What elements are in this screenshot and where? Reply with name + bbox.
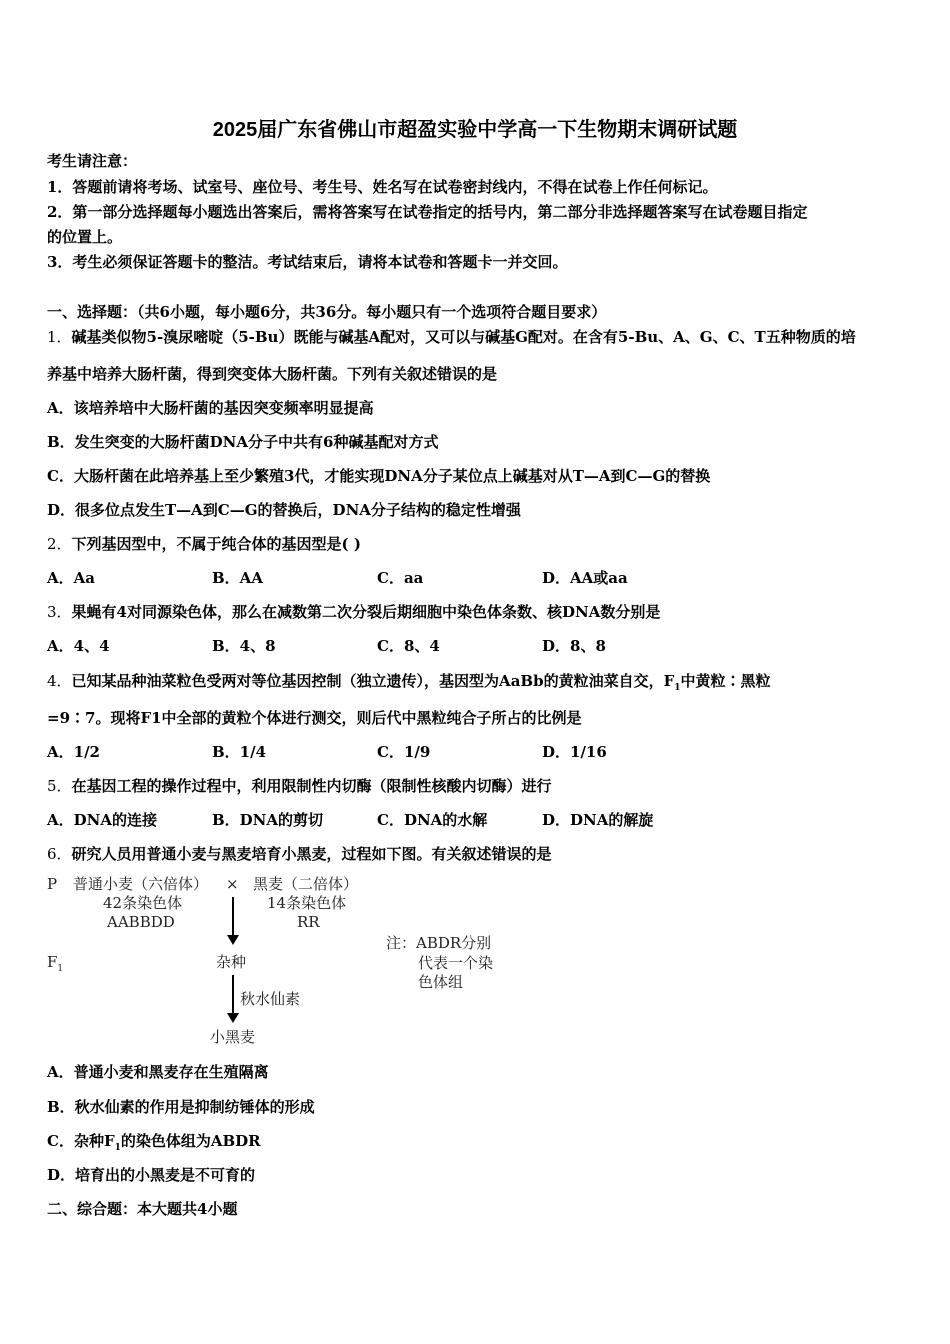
option-b: B．AA xyxy=(212,569,263,587)
option-a: A．4、4 xyxy=(47,637,110,655)
option-d: D．AA或aa xyxy=(542,569,628,587)
option-d: D．很多位点发生T—A到C—G的替换后，DNA分子结构的稳定性增强 xyxy=(47,501,521,519)
question-number: 1． xyxy=(47,328,72,346)
arrow-down-icon xyxy=(232,975,234,1021)
treatment-label: 秋水仙素 xyxy=(240,990,301,1008)
option-a: A．1/2 xyxy=(47,743,100,761)
question-number: 2． xyxy=(47,535,72,553)
option-b: B．发生突变的大肠杆菌DNA分子中共有6种碱基配对方式 xyxy=(47,433,439,451)
option-c: C．1/9 xyxy=(377,743,431,761)
option-d: D．DNA的解旋 xyxy=(542,811,654,829)
parent2-genome: RR xyxy=(297,913,320,931)
option-d: D．8、8 xyxy=(542,637,606,655)
subscript: 1 xyxy=(57,964,64,974)
note-text: 注：ABDR分别 xyxy=(386,934,492,952)
question-5 xyxy=(47,776,552,796)
cross-symbol: × xyxy=(226,875,239,893)
option-b: B．秋水仙素的作用是抑制纺锤体的形成 xyxy=(47,1098,315,1116)
question-text: 研究人员用普通小麦与黑麦培育小黑麦，过程如下图。有关叙述错误的是 xyxy=(71,845,552,863)
generation-f1-label xyxy=(47,953,63,978)
notice-heading: 考生请注意： xyxy=(47,152,138,170)
section-heading: 一、选择题：（共6小题，每小题6分，共36分。每小题只有一个选项符合题目要求） xyxy=(47,303,607,321)
subscript: 1 xyxy=(114,1143,121,1153)
option-b: B．4、8 xyxy=(212,637,276,655)
parent2-label: 黑麦（二倍体） xyxy=(253,875,359,893)
notice-item: 3．考生必须保证答题卡的整洁。考试结束后，请将本试卷和答题卡一并交回。 xyxy=(47,253,568,271)
option-text: 的染色体组为ABDR xyxy=(120,1132,261,1150)
arrow-down-icon xyxy=(232,897,234,943)
product-label: 小黑麦 xyxy=(210,1028,256,1046)
option-a: A．该培养培中大肠杆菌的基因突变频率明显提高 xyxy=(47,399,374,417)
parent1-chromosomes: 42条染色体 xyxy=(103,894,183,912)
question-number: 5． xyxy=(47,777,72,795)
notice-item: 1．答题前请将考场、试室号、座位号、考生号、姓名写在试卷密封线内，不得在试卷上作任何标记。 xyxy=(47,178,718,196)
parent1-genome: AABBDD xyxy=(107,913,175,931)
question-text: =9∶7。现将F1中全部的黄粒个体进行测交，则后代中黑粒纯合子所占的比例是 xyxy=(47,709,582,727)
parent1-label: 普通小麦（六倍体） xyxy=(73,875,209,893)
option-c: C．DNA的水解 xyxy=(377,811,488,829)
f1-text: F xyxy=(47,953,58,971)
note-text: 代表一个染 xyxy=(418,954,494,972)
option-c xyxy=(47,1131,261,1158)
note-text: 色体组 xyxy=(418,973,464,991)
notice-item: 2．第一部分选择题每小题选出答案后，需将答案写在试卷指定的括号内，第二部分非选择题答案写在试卷题目指定 xyxy=(47,203,808,221)
question-3 xyxy=(47,602,660,622)
question-number: 6． xyxy=(47,845,72,863)
question-text: 中黄粒∶黑粒 xyxy=(680,672,771,690)
section-heading: 二、综合题：本大题共4小题 xyxy=(47,1200,238,1218)
parent2-chromosomes: 14条染色体 xyxy=(267,894,347,912)
option-d: D．1/16 xyxy=(542,743,607,761)
notice-item: 的位置上。 xyxy=(47,228,123,246)
option-d: D．培育出的小黑麦是不可育的 xyxy=(47,1166,256,1184)
generation-p-label: P xyxy=(47,875,58,893)
question-text: 下列基因型中，不属于纯合体的基因型是( ) xyxy=(71,535,361,553)
option-text: C．杂种F xyxy=(47,1132,115,1150)
question-number: 3． xyxy=(47,603,72,621)
hybrid-label: 杂种 xyxy=(216,953,247,971)
option-b: B．1/4 xyxy=(212,743,267,761)
option-a: A．Aa xyxy=(47,569,95,587)
page-title: 2025届广东省佛山市超盈实验中学高一下生物期末调研试题 xyxy=(212,119,738,141)
option-c: C．aa xyxy=(377,569,424,587)
question-text: 果蝇有4对同源染色体，那么在减数第二次分裂后期细胞中染色体条数、核DNA数分别是 xyxy=(71,603,661,621)
question-4 xyxy=(47,671,771,698)
option-c: C．大肠杆菌在此培养基上至少繁殖3代，才能实现DNA分子某位点上碱基对从T—A到C—G的替换 xyxy=(47,467,711,485)
question-1 xyxy=(47,327,856,347)
question-text: 已知某品种油菜粒色受两对等位基因控制（独立遗传），基因型为AaBb的黄粒油菜自交，F xyxy=(71,672,675,690)
option-a: A．DNA的连接 xyxy=(47,811,157,829)
option-c: C．8、4 xyxy=(377,637,440,655)
option-b: B．DNA的剪切 xyxy=(212,811,324,829)
option-a: A．普通小麦和黑麦存在生殖隔离 xyxy=(47,1063,269,1081)
question-number: 4． xyxy=(47,672,72,690)
question-text: 在基因工程的操作过程中，利用限制性内切酶（限制性核酸内切酶）进行 xyxy=(71,777,552,795)
question-2 xyxy=(47,534,361,554)
subscript: 1 xyxy=(674,683,681,693)
question-text: 养基中培养大肠杆菌，得到突变体大肠杆菌。下列有关叙述错误的是 xyxy=(47,365,498,383)
question-text: 碱基类似物5-溴尿嘧啶（5-Bu）既能与碱基A配对，又可以与碱基G配对。在含有5-Bu、A、G、C、T五种物质的培 xyxy=(71,328,856,346)
question-6 xyxy=(47,844,552,864)
